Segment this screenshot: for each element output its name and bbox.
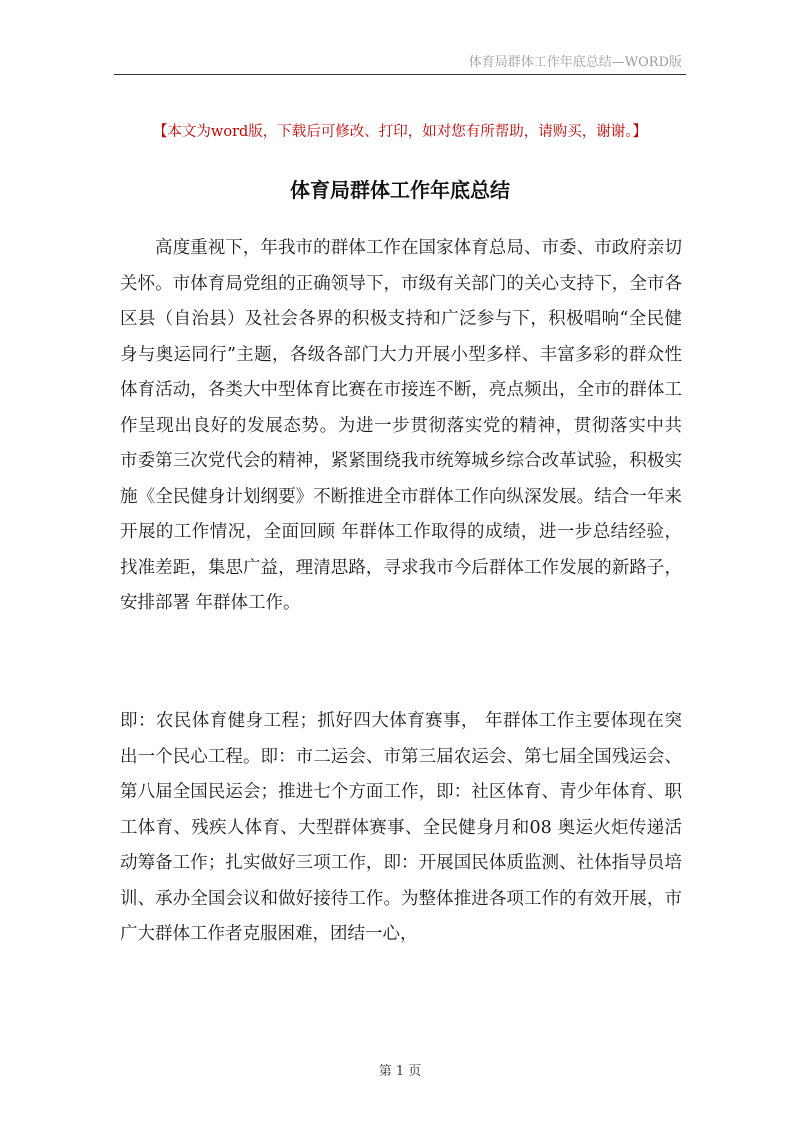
page-number: 第 1 页 [378,1064,422,1079]
purchase-notice: 【本文为word版，下载后可修改、打印，如对您有所帮助，请购买，谢谢。】 [152,124,648,140]
header-divider [114,74,686,75]
body-paragraph-2: 即：农民体育健身工程；抓好四大体育赛事， 年群体工作主要体现在突出一个民心工程。即：市二运会、市第三届农运会、第七届全国残运会、第八届全国民运会；推进七个方面工作，即：社区体育、青少年体育、职工体育、残疾人体育、大型群体赛事、全民健身月和08 奥运火炬传递活动筹备工作；扎实做好三项工作，即：开展国民体质监测、社体指导员培训、承办全国会议和做好接待工作。为整体推进各项工作的有效开展，市广大群体工作者克服困难，团结一心， [120,711,682,944]
body-paragraph-1: 高度重视下，年我市的群体工作在国家体育总局、市委、市政府亲切关怀。市体育局党组的正确领导下，市级有关部门的关心支持下，全市各区县（自治县）及社会各界的积极支持和广泛参与下，积极唱响“全民健身与奥运同行”主题，各级各部门大力开展小型多样、丰富多彩的群众性体育活动，各类大中型体育比赛在市接连不断，亮点频出，全市的群体工作呈现出良好的发展态势。为进一步贯彻落实党的精神，贯彻落实中共 市委第三次党代会的精神，紧紧围绕我市统筹城乡综合改革试验，积极实施《全民健身计划纲要》不断推进全市群体工作向纵深发展。结合一年来开展的工作情况，全面回顾 年群体工作取得的成绩，进一步总结经验，找准差距，集思广益，理清思路，寻求我市今后群体工作发展的新路子，安排部署 年群体工作。 [120,238,682,613]
running-header: 体育局群体工作年底总结—WORD版 [468,55,682,70]
document-title: 体育局群体工作年底总结 [290,178,510,202]
